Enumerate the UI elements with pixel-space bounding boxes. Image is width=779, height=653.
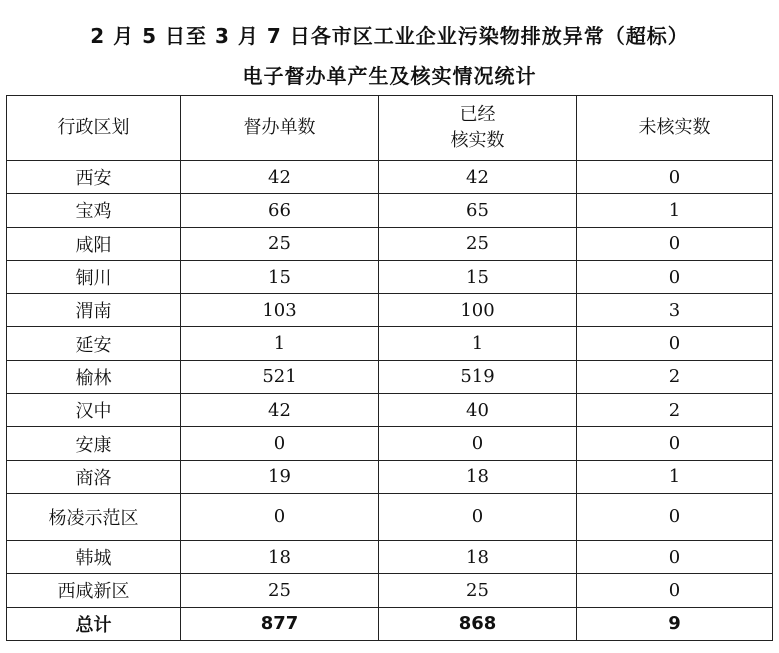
cell-verified: 65 bbox=[379, 194, 577, 227]
cell-verified: 18 bbox=[379, 460, 577, 493]
table-row bbox=[7, 427, 773, 460]
cell-district: 延安 bbox=[7, 327, 181, 360]
cell-district: 渭南 bbox=[7, 294, 181, 327]
table-row bbox=[7, 194, 773, 227]
cell-supervision: 1 bbox=[181, 327, 379, 360]
table-row bbox=[7, 493, 773, 540]
header-verified-line-1: 已经 bbox=[459, 104, 496, 125]
cell-verified: 0 bbox=[379, 493, 577, 540]
header-district: 行政区划 bbox=[7, 96, 181, 161]
cell-verified: 40 bbox=[379, 394, 577, 427]
table-row bbox=[7, 260, 773, 293]
table-row bbox=[7, 460, 773, 493]
cell-verified: 25 bbox=[379, 574, 577, 607]
cell-supervision: 42 bbox=[181, 394, 379, 427]
cell-verified: 100 bbox=[379, 294, 577, 327]
cell-district: 咸阳 bbox=[7, 227, 181, 260]
cell-unverified: 0 bbox=[577, 227, 773, 260]
table-row bbox=[7, 227, 773, 260]
cell-district: 杨凌示范区 bbox=[7, 493, 181, 540]
table-total-row bbox=[7, 607, 773, 640]
cell-unverified: 2 bbox=[577, 360, 773, 393]
header-unverified-count: 未核实数 bbox=[577, 96, 773, 161]
cell-unverified: 0 bbox=[577, 161, 773, 194]
cell-district: 铜川 bbox=[7, 260, 181, 293]
table-header-row bbox=[7, 96, 773, 161]
cell-supervision: 0 bbox=[181, 427, 379, 460]
cell-supervision: 0 bbox=[181, 493, 379, 540]
table-row bbox=[7, 574, 773, 607]
report-title-line-2: 电子督办单产生及核实情况统计 bbox=[242, 64, 537, 88]
cell-supervision: 103 bbox=[181, 294, 379, 327]
cell-verified: 25 bbox=[379, 227, 577, 260]
table-row bbox=[7, 294, 773, 327]
total-supervision: 877 bbox=[181, 607, 379, 640]
cell-unverified: 0 bbox=[577, 327, 773, 360]
cell-supervision: 18 bbox=[181, 540, 379, 573]
cell-unverified: 1 bbox=[577, 460, 773, 493]
cell-verified: 1 bbox=[379, 327, 577, 360]
table-row bbox=[7, 540, 773, 573]
header-verified-line-2: 核实数 bbox=[450, 130, 505, 151]
cell-district: 安康 bbox=[7, 427, 181, 460]
cell-unverified: 1 bbox=[577, 194, 773, 227]
table-row bbox=[7, 360, 773, 393]
cell-district: 韩城 bbox=[7, 540, 181, 573]
total-label: 总计 bbox=[7, 607, 181, 640]
cell-verified: 15 bbox=[379, 260, 577, 293]
total-unverified: 9 bbox=[577, 607, 773, 640]
cell-verified: 42 bbox=[379, 161, 577, 194]
cell-unverified: 0 bbox=[577, 427, 773, 460]
header-verified-count bbox=[379, 96, 577, 161]
cell-district: 宝鸡 bbox=[7, 194, 181, 227]
cell-verified: 519 bbox=[379, 360, 577, 393]
cell-supervision: 19 bbox=[181, 460, 379, 493]
cell-unverified: 3 bbox=[577, 294, 773, 327]
cell-district: 西安 bbox=[7, 161, 181, 194]
cell-district: 商洛 bbox=[7, 460, 181, 493]
cell-verified: 0 bbox=[379, 427, 577, 460]
cell-unverified: 0 bbox=[577, 540, 773, 573]
cell-unverified: 0 bbox=[577, 493, 773, 540]
statistics-table bbox=[6, 95, 773, 641]
cell-unverified: 0 bbox=[577, 260, 773, 293]
cell-unverified: 0 bbox=[577, 574, 773, 607]
total-verified: 868 bbox=[379, 607, 577, 640]
cell-district: 榆林 bbox=[7, 360, 181, 393]
table-row bbox=[7, 327, 773, 360]
report-title-line-1: 2 月 5 日至 3 月 7 日各市区工业企业污染物排放异常（超标） bbox=[90, 24, 689, 48]
header-supervision-count: 督办单数 bbox=[181, 96, 379, 161]
cell-supervision: 25 bbox=[181, 574, 379, 607]
cell-district: 西咸新区 bbox=[7, 574, 181, 607]
cell-supervision: 15 bbox=[181, 260, 379, 293]
cell-supervision: 521 bbox=[181, 360, 379, 393]
cell-supervision: 42 bbox=[181, 161, 379, 194]
cell-district: 汉中 bbox=[7, 394, 181, 427]
cell-verified: 18 bbox=[379, 540, 577, 573]
cell-unverified: 2 bbox=[577, 394, 773, 427]
table-row bbox=[7, 161, 773, 194]
cell-supervision: 66 bbox=[181, 194, 379, 227]
cell-supervision: 25 bbox=[181, 227, 379, 260]
table-row bbox=[7, 394, 773, 427]
